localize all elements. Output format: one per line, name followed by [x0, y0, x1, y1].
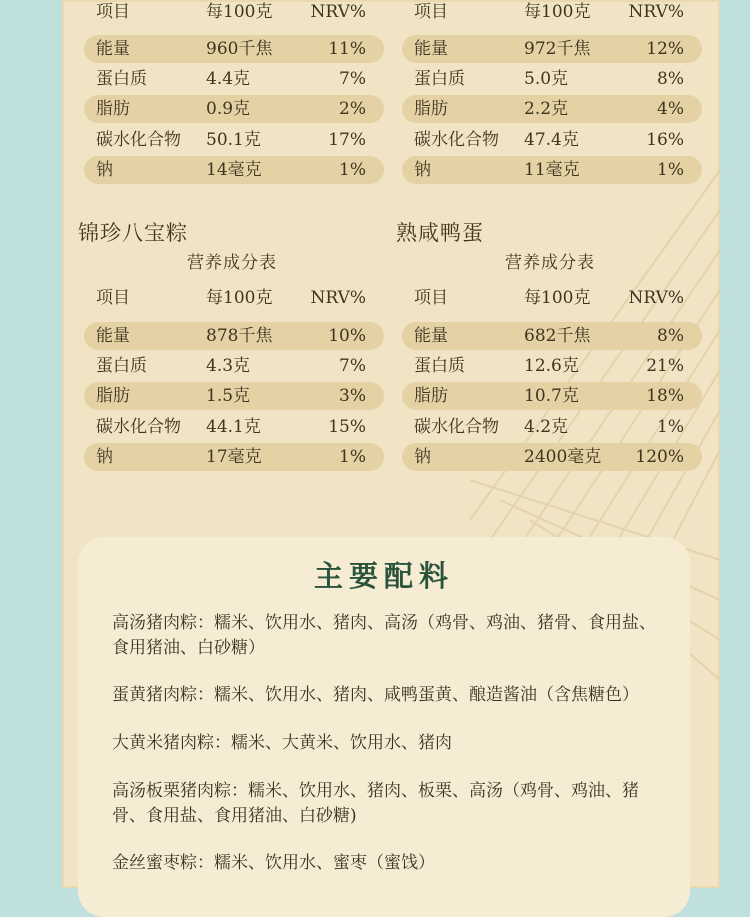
header-item: 项目	[414, 2, 448, 22]
table-row: 蛋白质 5.0克 8%	[414, 69, 684, 89]
table-row: 蛋白质 12.6克 21%	[414, 356, 684, 376]
product-title-salted-duck-egg: 熟咸鸭蛋	[396, 221, 484, 245]
header-item: 项目	[414, 288, 448, 308]
header-item: 项目	[96, 288, 130, 308]
table-row: 能量 960千焦 11%	[84, 35, 384, 63]
table-row: 能量 878千焦 10%	[84, 322, 384, 350]
table-row: 钠 14毫克 1%	[84, 156, 384, 184]
header-item: 项目	[96, 2, 130, 22]
table-row: 脂肪 1.5克 3%	[84, 382, 384, 410]
header-nrv: NRV%	[310, 2, 366, 22]
table-row: 能量 682千焦 8%	[402, 322, 702, 350]
table-row: 钠 11毫克 1%	[402, 156, 702, 184]
header-per100g: 每100克	[206, 2, 273, 22]
product-title-babaozong: 锦珍八宝粽	[78, 221, 188, 245]
table-row: 碳水化合物 47.4克 16%	[414, 130, 684, 150]
ingredient-item: 金丝蜜枣粽：糯米、饮用水、蜜枣（蜜饯）	[112, 853, 435, 873]
nutrition-table-4	[402, 284, 702, 474]
table-row: 脂肪 2.2克 4%	[402, 95, 702, 123]
nutrition-subtitle-2: 营养成分表	[505, 253, 595, 273]
table-row: 钠 2400毫克 120%	[402, 443, 702, 471]
table-row: 脂肪 0.9克 2%	[84, 95, 384, 123]
table-row: 蛋白质 4.3克 7%	[96, 356, 366, 376]
ingredient-item: 大黄米猪肉粽：糯米、大黄米、饮用水、猪肉	[112, 733, 452, 753]
header-per100g: 每100克	[524, 2, 591, 22]
table-row: 蛋白质 4.4克 7%	[96, 69, 366, 89]
header-nrv: NRV%	[628, 2, 684, 22]
ingredient-item: 高汤猪肉粽：糯米、饮用水、猪肉、高汤（鸡骨、鸡油、猪骨、食用盐、食用猪油、白砂糖）	[112, 613, 656, 658]
table-row: 碳水化合物 4.2克 1%	[414, 417, 684, 437]
header-per100g: 每100克	[206, 288, 273, 308]
nutrition-table-1	[84, 0, 384, 190]
table-header-row	[402, 0, 702, 26]
nutrition-table-2	[402, 0, 702, 190]
ingredient-item: 蛋黄猪肉粽：糯米、饮用水、猪肉、咸鸭蛋黄、酿造酱油（含焦糖色）	[112, 685, 639, 705]
table-row: 脂肪 10.7克 18%	[402, 382, 702, 410]
header-per100g: 每100克	[524, 288, 591, 308]
header-nrv: NRV%	[628, 288, 684, 308]
table-header-row	[84, 284, 384, 312]
table-row: 碳水化合物 44.1克 15%	[96, 417, 366, 437]
table-row: 碳水化合物 50.1克 17%	[96, 130, 366, 150]
table-header-row	[402, 284, 702, 312]
ingredients-title: 主要配料	[313, 559, 454, 593]
ingredient-item: 高汤板栗猪肉粽：糯米、饮用水、猪肉、板栗、高汤（鸡骨、鸡油、猪骨、食用盐、食用猪油、白砂糖)	[112, 781, 639, 826]
table-header-row	[84, 0, 384, 26]
ingredients-card	[78, 537, 690, 917]
table-row: 钠 17毫克 1%	[84, 443, 384, 471]
header-nrv: NRV%	[310, 288, 366, 308]
table-row: 能量 972千焦 12%	[402, 35, 702, 63]
nutrition-table-3	[84, 284, 384, 474]
nutrition-subtitle-1: 营养成分表	[187, 253, 277, 273]
